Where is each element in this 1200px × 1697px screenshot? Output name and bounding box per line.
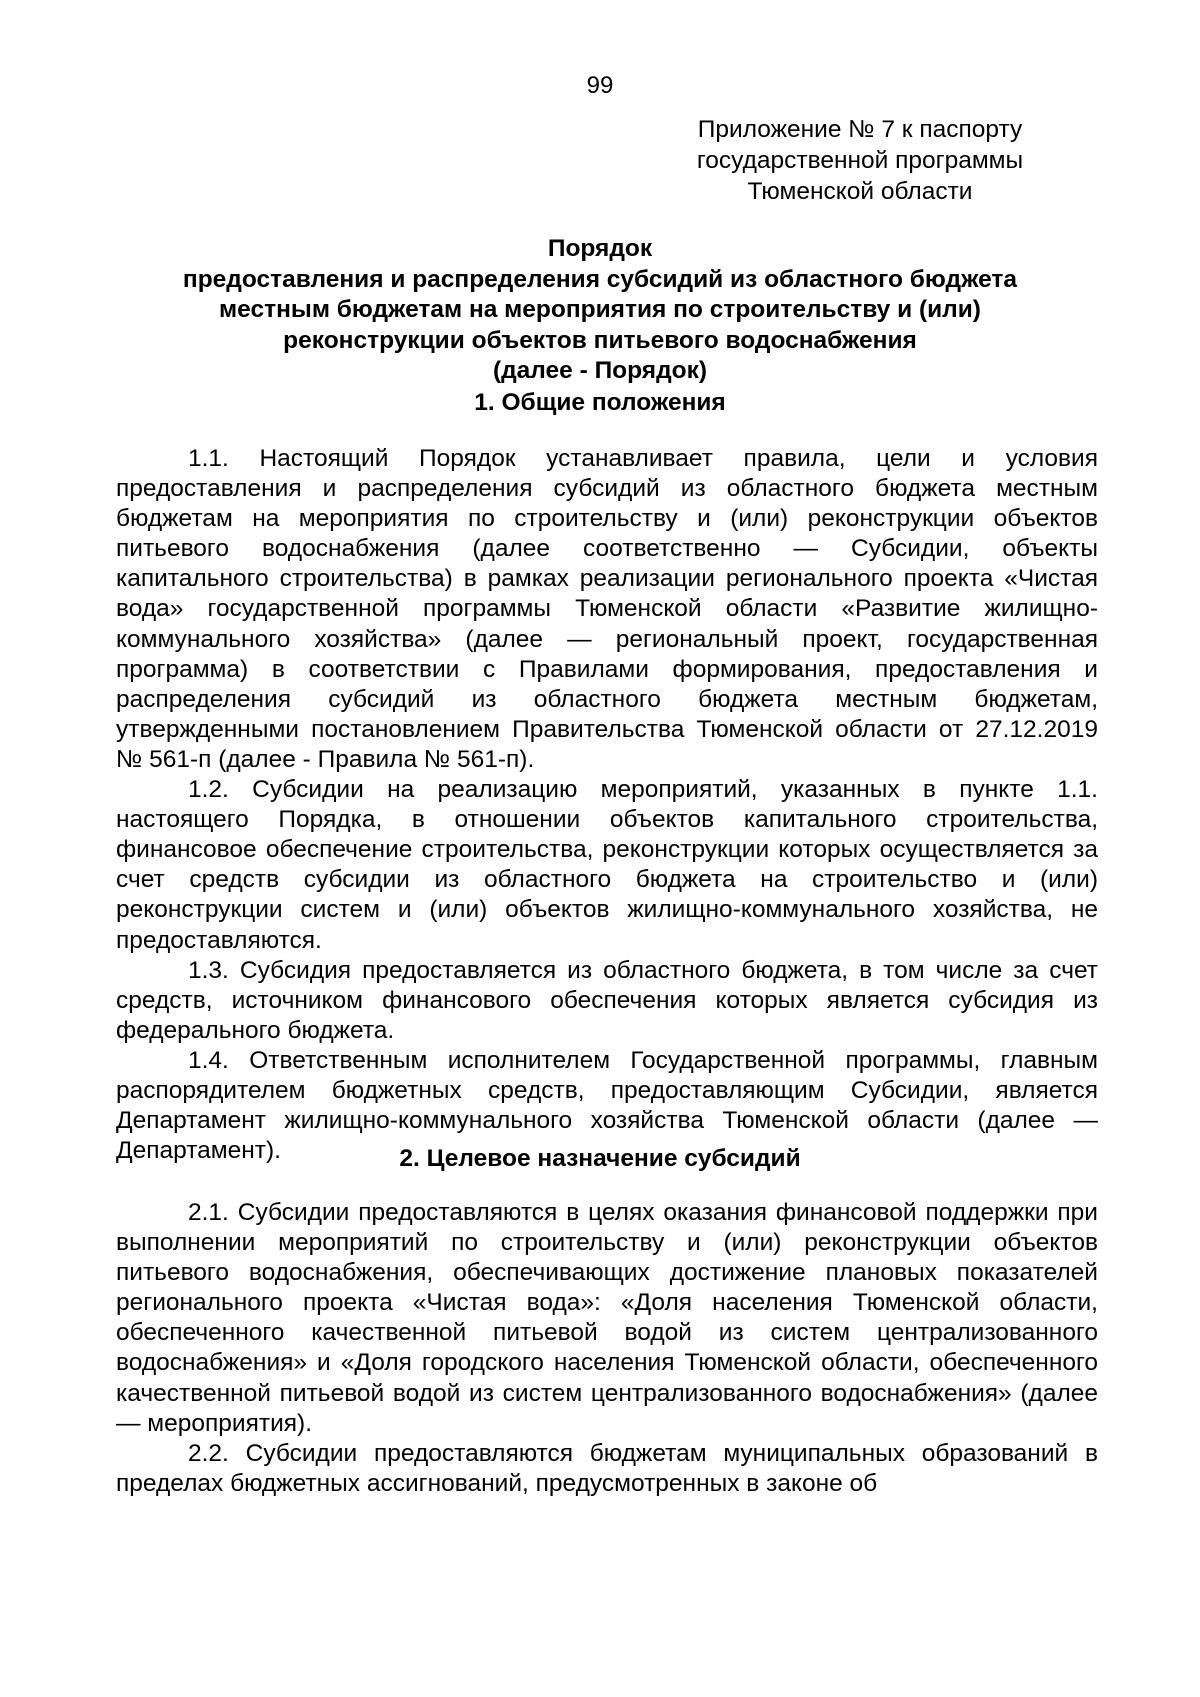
title-line: местным бюджетам на мероприятия по строительству и (или) — [219, 296, 981, 324]
paragraph-1-3: 1.3. Субсидия предоставляется из областного бюджета, в том числе за счет средств, источником финансового обеспечения которых является субсидия из федерального бюджета. — [116, 956, 1098, 1044]
section-2-body — [116, 1198, 1098, 1499]
appendix-line: Тюменской области — [747, 178, 973, 205]
appendix-line: Приложение № 7 к паспорту — [697, 116, 1023, 143]
appendix-line: государственной программы — [696, 147, 1024, 174]
paragraph-1-2: 1.2. Субсидии на реализацию мероприятий, указанных в пункте 1.1. настоящего Порядка, в отношении объектов капитального строительства, финансовое обеспечение строительства, реконструкции которых осуществляется за счет средств субсидии из областного бюджета на строительство и (или) реконструкции систем и (или) объектов жилищно-коммунального хозяйства, не предоставляются. — [116, 776, 1098, 954]
section-heading-1: 1. Общие положения — [474, 389, 726, 416]
title-line: предоставления и распределения субсидий из областного бюджета — [182, 265, 1018, 293]
paragraph-2-1: 2.1. Субсидии предоставляются в целях оказания финансовой поддержки при выполнении мероприятий по строительству и (или) реконструкции объектов питьевого водоснабжения, обеспечивающих достижение плановых показателей регионального проекта «Чистая вода»: «Доля населения Тюменской области, обеспеченного качественной питьевой водой из систем централизованного водоснабжения» и «Доля городского населения Тюменской области, обеспеченного качественной питьевой водой из систем централизованного водоснабжения» (далее — мероприятия). — [116, 1199, 1098, 1437]
document-title — [100, 234, 1100, 387]
section-1-body — [116, 444, 1098, 1166]
title-line: (далее - Порядок) — [492, 357, 708, 385]
paragraph-2-2: 2.2. Субсидии предоставляются бюджетам муниципальных образований в пределах бюджетных ассигнований, предусмотренных в законе об — [116, 1439, 1098, 1497]
title-line: Порядок — [547, 235, 653, 262]
paragraph-1-4: 1.4. Ответственным исполнителем Государственной программы, главным распорядителем бюджетных средств, предоставляющим Субсидии, является Департамент жилищно-коммунального хозяйства Тюменской области (далее — Департамент). — [116, 1046, 1098, 1165]
appendix-note — [660, 114, 1060, 207]
paragraph-1-1: 1.1. Настоящий Порядок устанавливает правила, цели и условия предоставления и распределения субсидий из областного бюджета местным бюджетам на мероприятия по строительству и (или) реконструкции объектов питьевого водоснабжения (далее соответственно — Субсидии, объекты капитального строительства) в рамках реализации регионального проекта «Чистая вода» государственной программы Тюменской области «Развитие жилищно-коммунального хозяйства» (далее — региональный проект, государственная программа) в соответствии с Правилами формирования, предоставления и распределения субсидий из областного бюджета местным бюджетам, утвержденными постановлением Правительства Тюменской области от 27.12.2019 № 561-п (далее - Правила № 561-п). — [116, 445, 1098, 773]
title-line: реконструкции объектов питьевого водоснабжения — [283, 326, 917, 354]
section-heading-2: 2. Целевое назначение субсидий — [399, 1145, 801, 1172]
page-number: 99 — [586, 72, 614, 99]
